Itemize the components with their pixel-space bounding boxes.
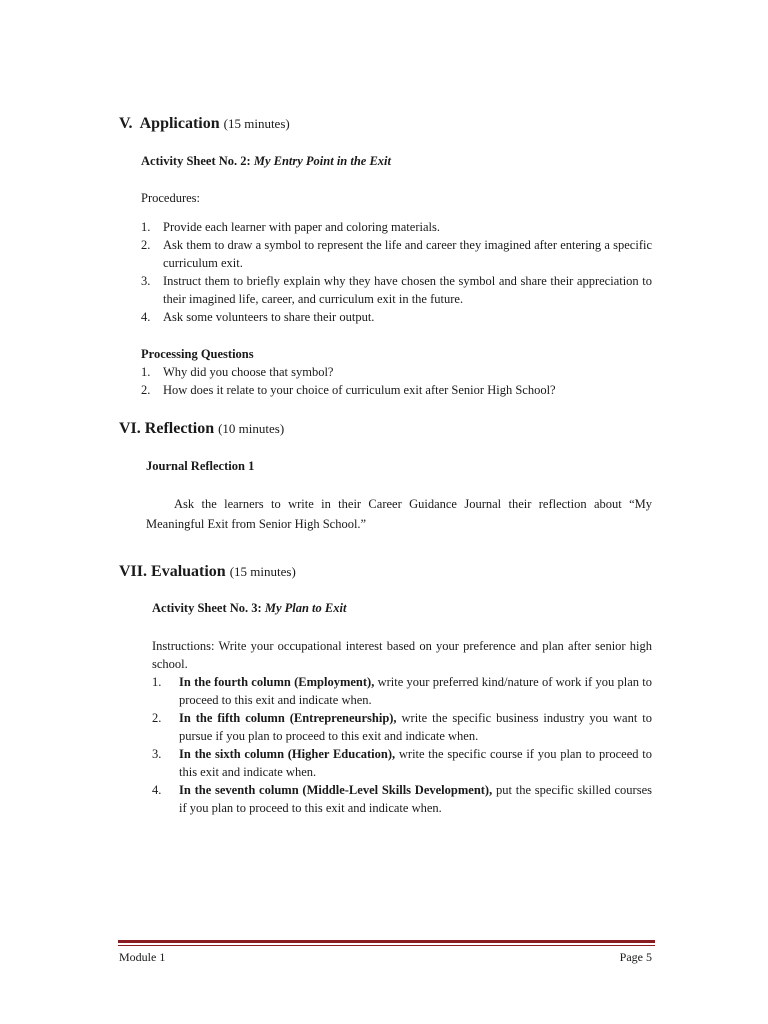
section-title: Reflection [144,420,215,437]
list-item: 3. Instruct them to briefly explain why they have chosen the symbol and share their appreciation to their imagined life, career, and curriculum exit in the future. [141,274,652,306]
journal-reflection-heading: Journal Reflection 1 [146,459,255,473]
list-item: 4. Ask some volunteers to share their output. [141,310,375,324]
list-item: 3. In the sixth column (Higher Education), write the specific course if you plan to proceed to this exit and indicate when. [152,747,652,779]
journal-reflection-text: Ask the learners to write in their Career Guidance Journal their reflection about “My Meaningful Exit from Senior High School.” [146,497,652,531]
list-item: 2. Ask them to draw a symbol to represent the life and career they imagined after entering a specific curriculum exit. [141,238,652,270]
list-item: 1. In the fourth column (Employment), write your preferred kind/nature of work if you plan to proceed to this exit and indicate when. [152,675,652,707]
section-duration: (10 minutes) [218,421,285,436]
procedures-label: Procedures: [141,191,201,205]
section-heading-reflection [119,420,284,438]
list-item: 2. In the fifth column (Entrepreneurship), write the specific business industry you want to pursue if you plan to proceed to this exit and indicate when. [152,711,652,743]
section-duration: (15 minutes) [223,116,290,131]
list-item: 1. Why did you choose that symbol? [141,365,334,379]
processing-questions-label: Processing Questions [141,347,254,361]
procedures-list [141,218,652,326]
section-title: Application [139,115,220,132]
footer-page-number: Page 5 [619,950,652,964]
section-duration: (15 minutes) [229,564,296,579]
activity-sheet-heading [141,154,391,169]
footer-rule [118,940,655,943]
footer-module: Module 1 [119,950,166,964]
instructions-text: Instructions: Write your occupational interest based on your preference and plan after senior high school. [152,639,652,671]
activity-sheet-heading [152,601,346,616]
footer-rule-thin [118,945,655,946]
section-number: VII. [119,563,148,580]
section-heading-evaluation [119,563,296,581]
activity-title: My Plan to Exit [264,601,347,615]
section-number: V. [119,115,133,132]
evaluation-items-list [152,673,652,817]
list-item: 2. How does it relate to your choice of curriculum exit after Senior High School? [141,383,556,397]
activity-title: My Entry Point in the Exit [253,154,392,168]
list-item: 1. Provide each learner with paper and coloring materials. [141,220,440,234]
section-title: Evaluation [151,563,226,580]
processing-questions-list [141,363,652,399]
section-number: VI. [119,420,141,437]
activity-prefix: Activity Sheet No. 2: [141,154,251,168]
section-heading-application [119,115,290,133]
list-item: 4. In the seventh column (Middle-Level Skills Development), put the specific skilled courses if you plan to proceed to this exit and indicate when. [152,783,652,815]
activity-prefix: Activity Sheet No. 3: [152,601,262,615]
